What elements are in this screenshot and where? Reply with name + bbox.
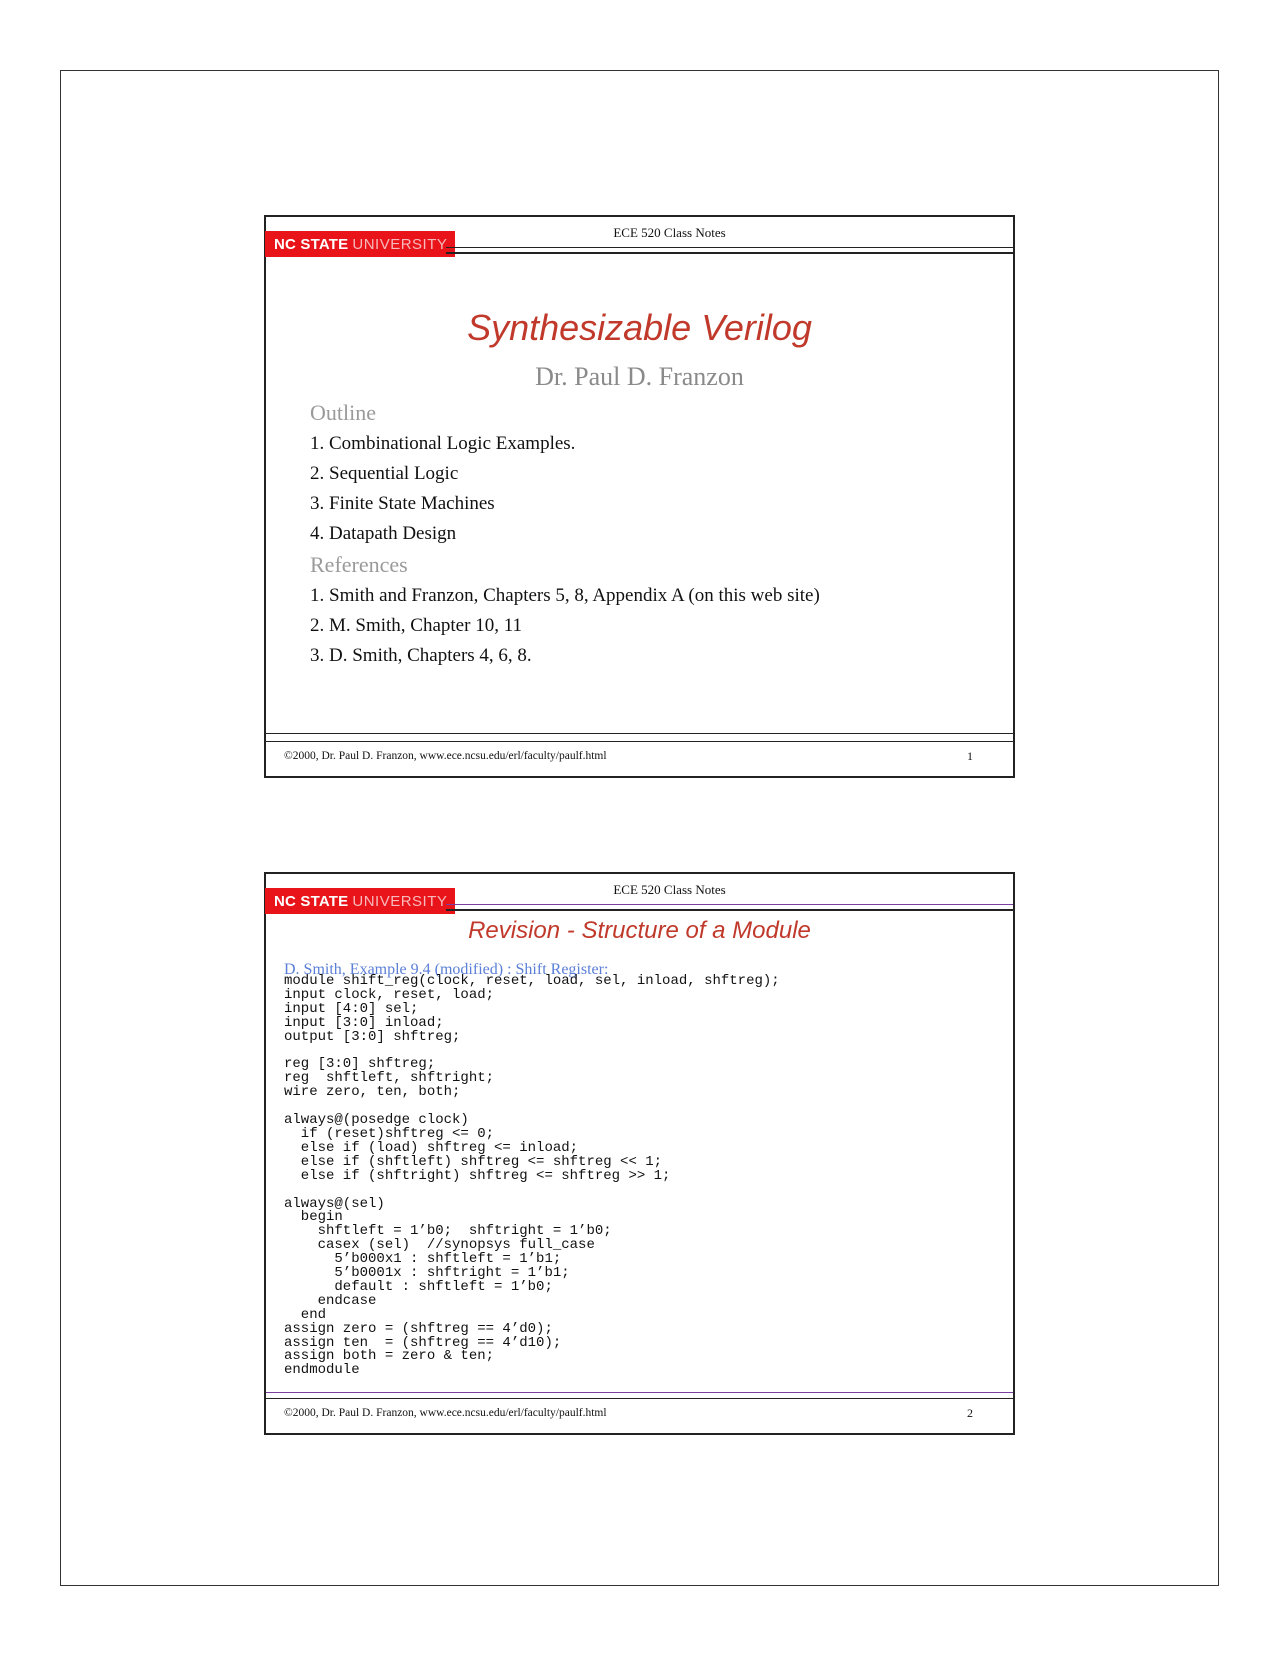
- outline-item: 2. Sequential Logic: [310, 463, 459, 484]
- slide-content: [310, 397, 820, 671]
- outline-item: 4. Datapath Design: [310, 523, 457, 544]
- code-listing: module shift_reg(clock, reset, load, sel, inload, shftreg); input clock, reset, load; input [4:0] sel; input [3:0] inload; output [3:0] shftreg; reg [3:0] shftreg; reg shftleft, shftright; wire zero, ten, both; always@(posedge clock) if (reset)shftreg <= 0; else if (load) shftreg <= inload; else if (shftleft) shftreg <= shftreg << 1; else if (shftright) shftreg <= shftreg >> 1; always@(sel) begin shftleft = 1’b0; shftright = 1’b0; casex (sel) //synopsys full_case 5’b000x1 : shftleft = 1’b1; 5’b0001x : shftright = 1’b1; default : shftleft = 1’b0; endcase end assign zero = (shftreg == 4’d0); assign ten = (shftreg == 4’d10); assign both = zero & ten; endmodule: [284, 973, 780, 1379]
- page-number: 1: [967, 749, 973, 763]
- header-rule: [446, 247, 1013, 248]
- outline-item: 1. Combinational Logic Examples.: [310, 433, 576, 454]
- outline-item: 3. Finite State Machines: [310, 493, 495, 514]
- header-title: ECE 520 Class Notes: [613, 225, 726, 240]
- reference-item: 3. D. Smith, Chapters 4, 6, 8.: [310, 645, 532, 666]
- page-number: 2: [967, 1406, 973, 1420]
- header-rule: [446, 252, 1013, 254]
- footer-rule: [266, 1392, 1013, 1393]
- slide-title: Revision - Structure of a Module: [468, 917, 811, 944]
- logo-rest: UNIVERSITY: [352, 235, 448, 253]
- slide-title: Synthesizable Verilog: [467, 307, 812, 348]
- outline-heading: Outline: [310, 400, 376, 425]
- header-rule: [446, 904, 1013, 905]
- footer-rule: [266, 1398, 1013, 1399]
- footer-rule: [266, 741, 1013, 742]
- footer-rule: [266, 733, 1013, 734]
- author: Dr. Paul D. Franzon: [535, 362, 744, 391]
- logo-bold: NC STATE: [274, 235, 349, 253]
- slide-subtitle: D. Smith, Example 9.4 (modified) : Shift Register:: [284, 961, 609, 978]
- slide-1: [264, 215, 1015, 778]
- header-title: ECE 520 Class Notes: [613, 882, 726, 897]
- reference-item: 1. Smith and Franzon, Chapters 5, 8, Appendix A (on this web site): [310, 585, 820, 606]
- footer-copyright: ©2000, Dr. Paul D. Franzon, www.ece.ncsu.edu/erl/faculty/paulf.html: [284, 750, 607, 762]
- header-rule: [446, 909, 1013, 911]
- footer-copyright: ©2000, Dr. Paul D. Franzon, www.ece.ncsu.edu/erl/faculty/paulf.html: [284, 1407, 607, 1419]
- logo-bold: NC STATE: [274, 892, 349, 910]
- logo-rest: UNIVERSITY: [352, 892, 448, 910]
- reference-item: 2. M. Smith, Chapter 10, 11: [310, 615, 522, 636]
- references-heading: References: [310, 552, 408, 577]
- slide-2: [264, 872, 1015, 1435]
